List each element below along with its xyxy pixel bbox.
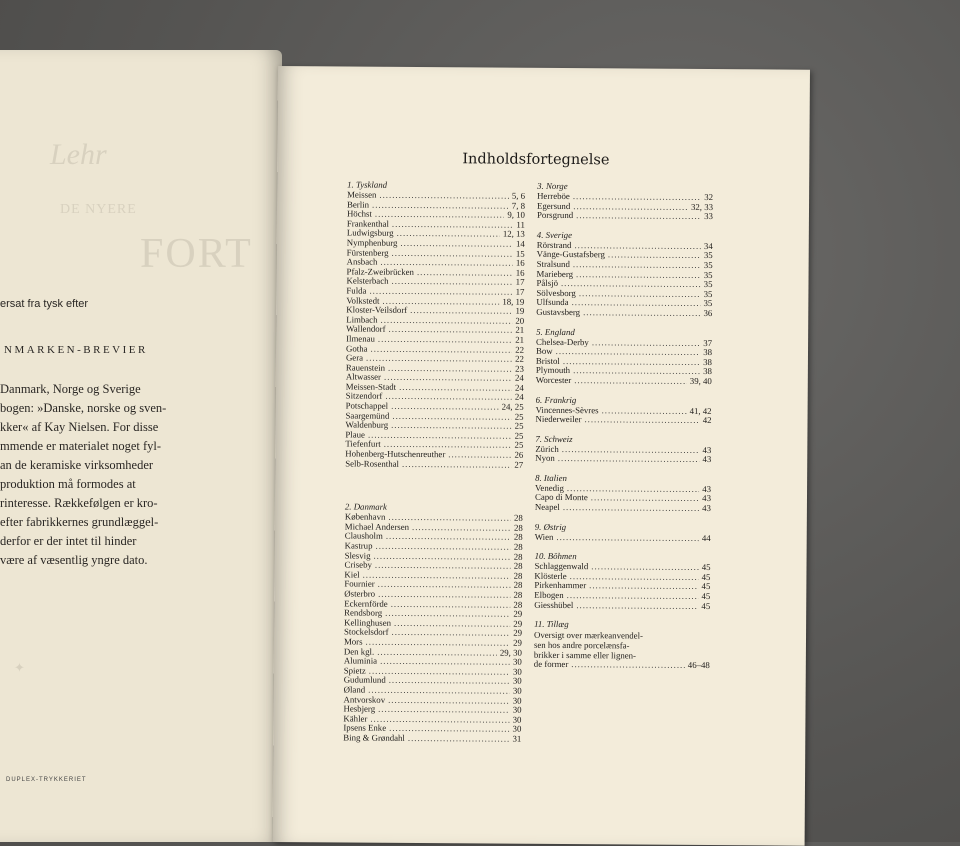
toc-entry-page: 7, 8: [511, 200, 526, 211]
toc-entry-name: Aluminia: [343, 655, 378, 666]
toc-entry-name: Meissen: [347, 189, 377, 200]
toc-entry-name: Limbach: [346, 314, 378, 325]
paragraph-line: Danmark, Norge og Sverige: [0, 382, 141, 396]
toc-entry-name: Plymouth: [535, 365, 571, 376]
toc-entry: [535, 503, 711, 514]
toc-entry-name: Schlaggenwald: [534, 561, 589, 572]
toc-entry-page: 43: [702, 493, 712, 504]
toc-entry: [536, 415, 712, 426]
paragraph-line: mmende er materialet noget fyl-: [0, 439, 162, 453]
toc-entry-page: 23: [515, 363, 524, 374]
toc-entry-name: Frankenthal: [346, 218, 389, 229]
toc-entry: [536, 308, 712, 319]
toc-entry-name: Kastrup: [344, 540, 373, 551]
toc-entry-page: 46–48: [687, 660, 710, 671]
toc-entry-page: 39, 40: [689, 375, 712, 386]
toc-entry-page: 30: [512, 666, 522, 677]
toc-entry-name: Höchst: [346, 208, 372, 219]
toc-section-heading: 7. Schweiz: [535, 433, 573, 444]
toc-entry-name: Sölvesborg: [536, 287, 576, 298]
toc-entry-name: Klösterle: [534, 570, 567, 581]
paragraph-line: derfor er der intet til hinder: [0, 534, 137, 548]
toc-entry-name: Wallendorf: [346, 323, 386, 335]
toc-entry-page: 44: [701, 532, 711, 543]
leader-dots: [558, 454, 700, 465]
toc-entry-page: 45: [701, 591, 711, 602]
toc-entry-page: 33: [704, 211, 713, 222]
toc-section-heading: 9. Østrig: [534, 521, 567, 532]
toc-entry-name: Plaue: [345, 429, 366, 440]
toc-entry-page: 28: [514, 512, 523, 523]
toc-entry-name: Fulda: [346, 285, 367, 296]
toc-entry-page: 12, 13: [502, 228, 525, 240]
toc-entry-page: 45: [701, 562, 711, 573]
toc-entry-name: Rörstrand: [536, 239, 572, 250]
toc-entry: [347, 200, 525, 211]
toc-section-heading: 4. Sverige: [536, 229, 573, 240]
toc-entry-name: Ipsens Enke: [343, 722, 387, 734]
toc-entry-name: Vänge-Gustafsberg: [536, 249, 605, 260]
bleed-through-text: FORT: [140, 231, 253, 277]
toc-entry-page: 32, 33: [690, 201, 714, 212]
toc-entry: [535, 493, 711, 504]
toc-right-column: [534, 180, 713, 671]
leader-dots: [574, 376, 687, 386]
leader-dots: [556, 533, 699, 544]
bleed-through-text: DE NYERE: [60, 202, 137, 217]
toc-section-heading: 11. Tillæg: [534, 619, 569, 630]
toc-entry-name: Fournier: [344, 578, 375, 590]
toc-entry-name: Criseby: [344, 559, 372, 570]
toc-entry-name: de former: [533, 659, 569, 670]
toc-entry-name: Marieberg: [536, 268, 574, 279]
toc-entry-name: Ansbach: [346, 256, 378, 267]
toc-entry-name: Zürich: [535, 443, 559, 454]
toc-entry-page: 35: [703, 279, 713, 290]
toc-entry-name: Fürstenberg: [346, 247, 389, 258]
toc-entry-page: 28: [513, 551, 523, 562]
toc-entry: [535, 454, 711, 465]
toc-entry-page: 35: [703, 259, 713, 271]
toc-left-column: [343, 178, 525, 744]
toc-entry-page: 35: [703, 269, 713, 280]
toc-entry-page: 30: [512, 704, 522, 715]
toc-entry-page: 43: [702, 454, 712, 465]
toc-entry-page: 24: [514, 372, 524, 384]
toc-entry-name: København: [344, 511, 386, 522]
toc-entry-page: 43: [702, 483, 712, 494]
toc-entry-name: Gustavsberg: [536, 306, 581, 318]
toc-entry-name: Stralsund: [536, 258, 570, 270]
bleed-through-text: ✦: [14, 660, 27, 675]
bleed-through-text: Lehr: [50, 138, 107, 171]
toc-entry-name: Saargemünd: [345, 410, 390, 421]
toc-entry-name: Kloster-Veilsdorf: [346, 304, 408, 316]
toc-entry-page: 28: [513, 589, 523, 600]
toc-entry-page: 38: [703, 366, 712, 377]
printer-footer: DUPLEX-TRYKKERIET: [6, 777, 87, 783]
toc-entry-name: Herreböe: [537, 190, 570, 202]
toc-entry-name: Porsgrund: [536, 209, 574, 221]
toc-entry-name: Kähler: [343, 713, 368, 724]
toc-entry-name: Pirkenhammer: [534, 580, 587, 591]
toc-entry-name: Gotha: [345, 342, 368, 354]
toc-entry-page: 36: [703, 307, 713, 318]
toc-entry-name: Capo di Monte: [534, 492, 588, 503]
leader-dots: [448, 450, 511, 460]
toc-entry-page: 24: [514, 392, 524, 403]
toc-entry-name: Gudumlund: [343, 674, 386, 686]
leader-dots: [602, 406, 687, 416]
toc-entry-page: 29: [513, 628, 523, 639]
toc-entry-page: 41, 42: [689, 405, 712, 416]
toc-entry-name: Kelsterbach: [346, 275, 389, 287]
toc-entry-page: 21: [515, 334, 525, 345]
leader-dots: [563, 503, 699, 514]
toc-entry-page: 43: [702, 503, 711, 514]
toc-entry-page: 17: [515, 277, 525, 288]
toc-entry-name: Den kgl.: [343, 646, 375, 657]
toc-entry-name: Venedig: [535, 482, 564, 493]
toc-entry-name: Eckernförde: [344, 598, 388, 609]
toc-entry-page: 29: [513, 618, 523, 629]
toc-entry-name: Pfalz-Zweibrücken: [346, 266, 415, 277]
toc-entry-page: 45: [701, 571, 711, 582]
toc-entry: [345, 459, 523, 470]
toc-entry-page: 38: [703, 356, 712, 367]
toc-entry-page: 5, 6: [511, 190, 526, 201]
toc-entry-name: Hohenberg-Hutschenreuther: [345, 448, 446, 460]
toc-entry-name: Antvorskov: [343, 693, 386, 705]
toc-entry: [534, 600, 710, 611]
toc-entry: [345, 541, 523, 552]
toc-entry-page: 45: [701, 600, 711, 611]
toc-entry-name: Wien: [534, 531, 554, 542]
toc-entry-name: Waldenburg: [345, 419, 389, 431]
toc-entry: [534, 660, 710, 671]
toc-entry-page: 42: [702, 415, 712, 426]
toc-multiline-text: Oversigt over mærkeanvendel-: [533, 630, 644, 641]
leader-dots: [576, 601, 698, 611]
toc-entry-page: 45: [701, 581, 711, 592]
paragraph-line: være af væsentlig yngre dato.: [0, 553, 148, 567]
toc-section-heading: 8. Italien: [535, 472, 567, 483]
toc-entry-name: Meissen-Stadt: [345, 381, 397, 392]
toc-entry-page: 37: [703, 337, 713, 348]
toc-entry-name: Nyon: [535, 453, 555, 464]
toc-entry-name: Clausholm: [344, 530, 383, 542]
toc-entry-page: 30: [512, 714, 522, 725]
toc-entry-name: Elbogen: [534, 589, 564, 601]
toc-entry-name: Mors: [343, 636, 363, 647]
toc-entry-page: 31: [512, 733, 522, 744]
left-page-series: NMARKEN-BREVIER: [4, 344, 148, 356]
toc-entry-page: 15: [515, 248, 525, 259]
toc-entry-page: 17: [515, 286, 525, 297]
toc-entry-page: 25: [514, 411, 524, 422]
toc-entry-page: 29, 30: [499, 647, 522, 658]
toc-multiline-text: sen hos andre porcelænsfa-: [533, 640, 630, 651]
toc-entry-name: Bing & Grøndahl: [343, 732, 405, 743]
paragraph-line: rinteresse. Rækkefølgen er kro-: [0, 496, 158, 510]
toc-entry-page: 25: [514, 430, 524, 441]
paragraph-line: bogen: »Danske, norske og sven-: [0, 401, 167, 415]
toc-entry-page: 27: [514, 459, 524, 470]
toc-entry-page: 30: [512, 723, 522, 734]
toc-section-heading: 3. Norge: [537, 180, 568, 192]
toc-entry-name: Giesshübel: [534, 599, 574, 610]
toc-entry-name: Berlin: [347, 199, 370, 210]
leader-dots: [571, 660, 685, 670]
left-page: [0, 50, 282, 842]
toc-entry-page: 22: [515, 353, 524, 364]
toc-entry-name: Worcester: [535, 374, 572, 385]
toc-entry-name: Øland: [343, 684, 366, 695]
toc-section-heading: 2. Danmark: [344, 501, 387, 512]
toc-entry-name: Volkstedt: [346, 295, 380, 306]
toc-entry-name: Slesvig: [344, 550, 371, 561]
toc-entry-page: 30: [512, 685, 522, 696]
toc-entry-page: 38: [703, 347, 713, 358]
toc-entry-name: Tiefenfurt: [345, 438, 381, 450]
toc-multiline-text: brikker i samme eller lignen-: [533, 650, 637, 661]
toc-entry-page: 35: [703, 288, 713, 299]
paragraph-line: produktion må formodes at: [0, 477, 136, 491]
toc-entry: [343, 733, 521, 744]
toc-entry-page: 35: [703, 250, 713, 261]
toc-entry-page: 29: [513, 637, 523, 648]
toc-entry-name: Kiel: [344, 569, 360, 580]
toc-entry-page: 14: [515, 238, 525, 249]
left-page-paragraph: [0, 380, 166, 570]
toc-entry-name: Rauenstein: [345, 362, 386, 373]
toc-entry-name: Altwasser: [345, 371, 382, 383]
leader-dots: [584, 415, 699, 425]
left-page-subtitle: ersat fra tysk efter: [0, 298, 89, 310]
toc-entry-name: Neapel: [534, 501, 560, 513]
toc-entry-page: 43: [702, 444, 712, 455]
toc-entry-name: Gera: [345, 352, 364, 363]
toc-entry-page: 18, 19: [502, 296, 525, 307]
toc-entry-page: 28: [513, 560, 523, 571]
toc-entry-page: 19: [515, 305, 525, 316]
toc-entry-page: 28: [513, 532, 523, 543]
paragraph-line: kker« af Kay Nielsen. For disse: [0, 420, 159, 434]
toc-title: Indholdsfortegnelse: [462, 151, 610, 169]
toc-section-heading: 1. Tyskland: [347, 179, 388, 190]
toc-entry-name: Bristol: [535, 355, 560, 366]
toc-section-heading: 10. Böhmen: [534, 551, 577, 562]
leader-dots: [408, 734, 510, 744]
toc-entry-name: Selb-Rosenthal: [345, 458, 400, 469]
toc-entry-page: 34: [703, 240, 713, 251]
leader-dots: [576, 211, 701, 221]
toc-entry-page: 25: [514, 420, 524, 431]
toc-section-heading: 5. England: [536, 326, 575, 337]
toc-entry-name: Potschappel: [345, 400, 389, 411]
toc-entry-name: Chelsea-Derby: [536, 336, 589, 347]
toc-entry-name: Vincennes-Sèvres: [535, 404, 599, 415]
toc-entry-name: Sitzendorf: [345, 390, 383, 402]
toc-entry-name: Stockelsdorf: [344, 626, 389, 638]
toc-entry-page: 30: [512, 695, 522, 706]
toc-entry-page: 9, 10: [507, 209, 526, 220]
toc-entry-name: Rendsborg: [344, 607, 383, 618]
right-page: [273, 66, 810, 846]
toc-entry: [535, 532, 711, 543]
toc-entry-page: 24: [514, 382, 524, 393]
toc-entry-page: 16: [515, 257, 525, 268]
toc-entry-page: 30: [513, 656, 522, 667]
toc-section-heading: 6. Frankrig: [535, 394, 577, 405]
toc-entry-page: 20: [515, 315, 525, 326]
toc-entry-page: 35: [703, 298, 713, 309]
toc-entry-page: 26: [514, 449, 524, 460]
toc-entry-name: Ilmenau: [346, 333, 375, 344]
leader-dots: [402, 460, 512, 470]
toc-entry-name: Ulfsunda: [536, 297, 569, 308]
toc-entry-page: 21: [515, 324, 525, 336]
toc-entry-name: Bow: [535, 345, 553, 357]
toc-entry: [536, 376, 712, 387]
toc-entry-page: 22: [515, 344, 525, 355]
toc-entry-page: 29: [513, 608, 523, 619]
toc-entry-name: Ludwigsburg: [346, 227, 394, 239]
toc-entry-page: 28: [513, 541, 523, 552]
toc-entry-page: 24, 25: [501, 401, 524, 412]
toc-entry-page: 16: [515, 267, 525, 278]
toc-entry-page: 11: [516, 219, 525, 230]
toc-entry: [537, 211, 713, 222]
leader-dots: [583, 308, 700, 318]
toc-entry-name: Nymphenburg: [346, 237, 398, 248]
toc-entry-name: Hesbjerg: [343, 703, 376, 714]
toc-entry-name: Kellinghusen: [344, 617, 392, 628]
toc-entry-name: Egersund: [536, 200, 571, 211]
paragraph-line: efter fabrikkernes grundlæggel-: [0, 515, 159, 529]
toc-entry-name: Østerbro: [344, 588, 376, 599]
toc-entry-name: Pålsjö: [536, 277, 559, 289]
toc-entry-page: 28: [513, 599, 523, 610]
toc-entry-page: 28: [513, 570, 523, 581]
toc-entry-page: 28: [513, 580, 523, 591]
toc-entry-page: 32: [704, 191, 714, 203]
toc-entry-page: 30: [512, 675, 522, 687]
paragraph-line: an de keramiske virksomheder: [0, 458, 154, 472]
toc-entry-name: Michael Andersen: [344, 521, 410, 532]
toc-entry-name: Spietz: [343, 665, 366, 676]
toc-entry-page: 28: [513, 522, 523, 533]
toc-entry-name: Niederweiler: [535, 413, 582, 425]
toc-entry-page: 25: [514, 440, 524, 451]
